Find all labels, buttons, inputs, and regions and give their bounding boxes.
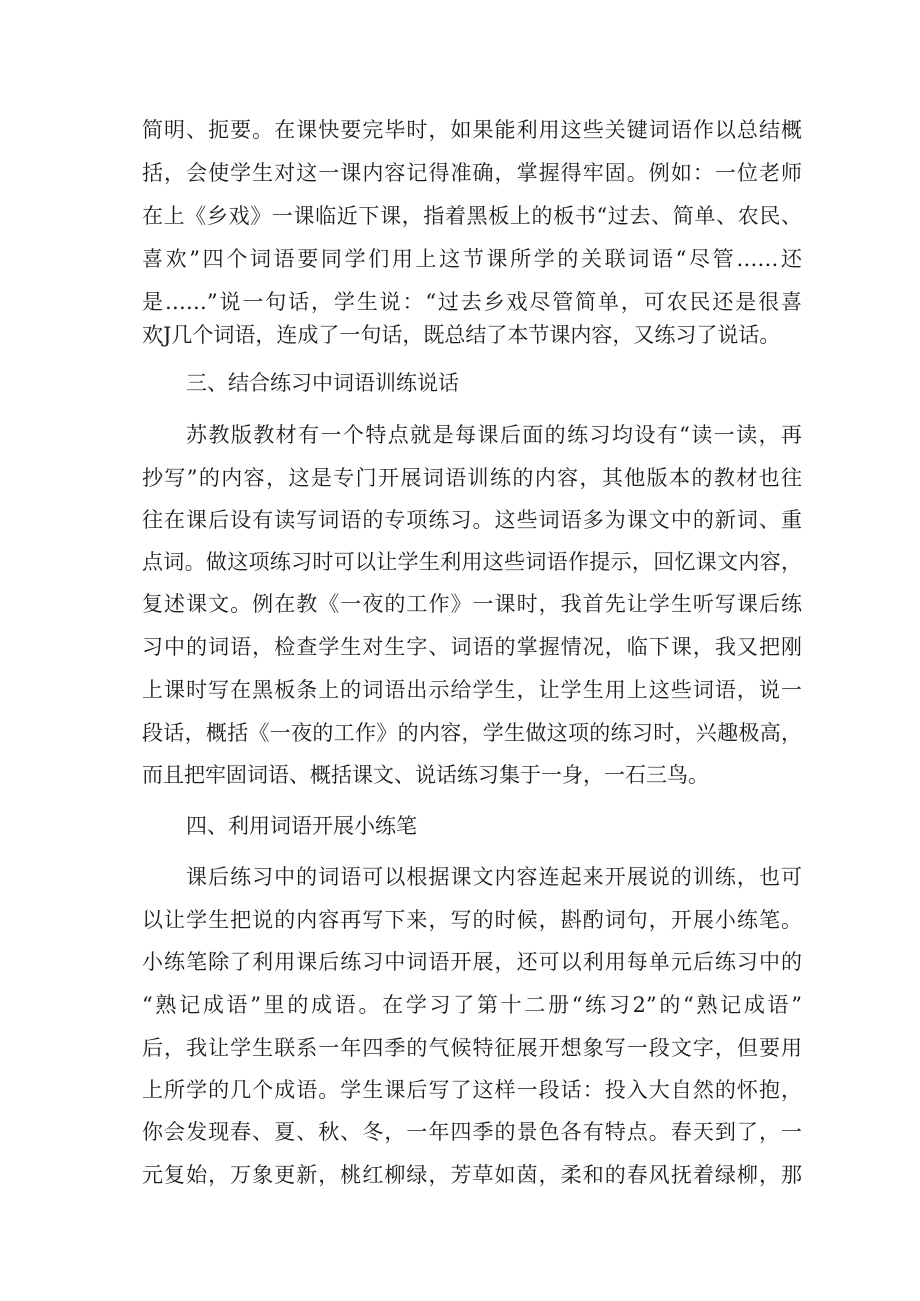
- paragraph-line: 在上《乡戏》一课临近下课，指着黑板上的板书“过去、简单、农民、: [142, 204, 802, 228]
- paragraph-line: 习中的词语，检查学生对生字、词语的掌握情况，临下课，我又把刚: [142, 635, 802, 659]
- section-heading: 三、结合练习中词语训练说话: [186, 371, 459, 395]
- paragraph-line: 段话，概括《一夜的工作》的内容，学生做这项的练习时，兴趣极高，: [142, 721, 802, 745]
- paragraph-line: 后，我让学生联系一年四季的气候特征展开想象写一段文字，但要用: [142, 1036, 802, 1060]
- paragraph-line: 往在课后设有读写词语的专项练习。这些词语多为课文中的新词、重: [142, 508, 802, 532]
- paragraph-line: 简明、扼要。在课快要完毕时，如果能利用这些关键词语作以总结概: [142, 118, 802, 142]
- paragraph-line: 上课时写在黑板条上的词语出示给学生，让学生用上这些词语，说一: [142, 678, 802, 702]
- paragraph-line: 课后练习中的词语可以根据课文内容连起来开展说的训练，也可: [186, 865, 802, 889]
- paragraph-line: 括，会使学生对这一课内容记得准确，掌握得牢固。例如：一位老师: [142, 161, 802, 185]
- paragraph-line: 元复始，万象更新，桃红柳绿，芳草如茵，柔和的春风抚着绿柳，那: [142, 1163, 802, 1187]
- paragraph-line: 你会发现春、夏、秋、冬，一年四季的景色各有特点。春天到了，一: [142, 1120, 802, 1144]
- paragraph-line: 复述课文。例在教《一夜的工作》一课时，我首先让学生听写课后练: [142, 592, 802, 616]
- paragraph-line: 是……”说一句话，学生说：“过去乡戏尽管简单，可农民还是很喜: [142, 290, 802, 314]
- paragraph-line: 苏教版教材有一个特点就是每课后面的练习均设有“读一读，再: [186, 423, 802, 447]
- paragraph-line: 小练笔除了利用课后练习中词语开展，还可以利用每单元后练习中的: [142, 950, 802, 974]
- paragraph-line: 点词。做这项练习时可以让学生利用这些词语作提示，回忆课文内容，: [142, 550, 802, 574]
- paragraph-line: 欢J几个词语，连成了一句话，既总结了本节课内容，又练习了说话。: [142, 323, 781, 347]
- paragraph-line: 抄写”的内容，这是专门开展词语训练的内容，其他版本的教材也往: [142, 466, 802, 490]
- paragraph-line: “熟记成语”里的成语。在学习了第十二册“练习2”的“熟记成语”: [142, 993, 802, 1017]
- paragraph-line: 喜欢”四个词语要同学们用上这节课所学的关联词语“尽管……还: [142, 247, 802, 271]
- paragraph-line: 而且把牢固词语、概括课文、说话练习集于一身，一石三鸟。: [142, 763, 709, 787]
- section-heading: 四、利用词语开展小练笔: [186, 814, 417, 838]
- paragraph-line: 以让学生把说的内容再写下来，写的时候，斟酌词句，开展小练笔。: [142, 908, 802, 932]
- paragraph-line: 上所学的几个成语。学生课后写了这样一段话：投入大自然的怀抱，: [142, 1078, 802, 1102]
